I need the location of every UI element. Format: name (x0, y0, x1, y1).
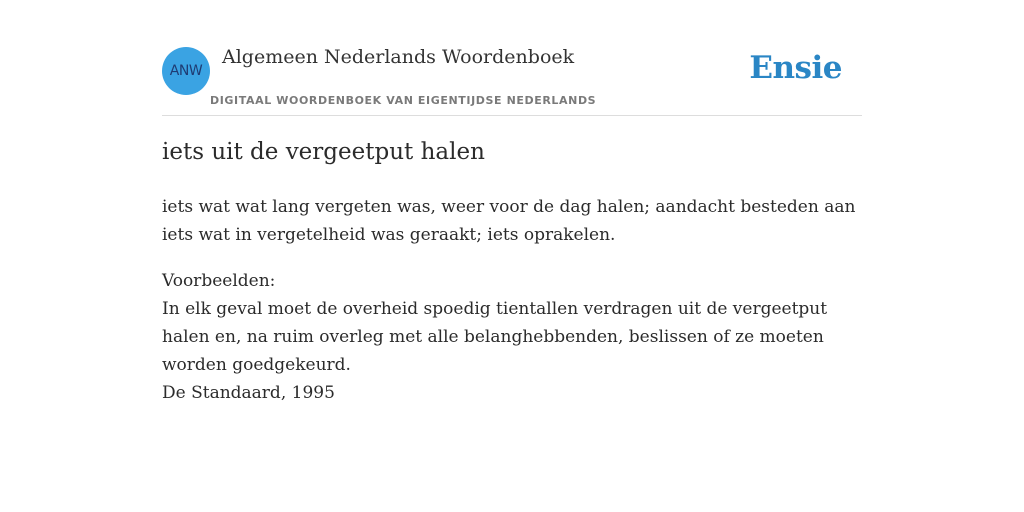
examples-label: Voorbeelden: (162, 271, 276, 291)
anw-logo[interactable]: ANW (162, 47, 210, 95)
site-title[interactable]: Algemeen Nederlands Woordenboek (222, 46, 575, 68)
ensie-brand-logo[interactable]: Ensie (749, 50, 842, 86)
header (162, 0, 862, 116)
entry-headword: iets uit de vergeetput halen (162, 139, 485, 165)
example-source: De Standaard, 1995 (162, 383, 335, 403)
entry-definition: iets wat wat lang vergeten was, weer voor de dag halen; aandacht besteden aan iets wat in vergetelheid was geraakt; iets oprakelen. (162, 197, 856, 245)
examples-section (162, 267, 862, 407)
example-text: In elk geval moet de overheid spoedig tientallen verdragen uit de vergeetput halen en, na ruim overleg met alle belanghebbenden, beslissen of ze moeten worden goedgekeurd. (162, 299, 828, 375)
site-subtitle: DIGITAAL WOORDENBOEK VAN EIGENTIJDSE NEDERLANDS (210, 94, 597, 107)
page (162, 0, 862, 512)
